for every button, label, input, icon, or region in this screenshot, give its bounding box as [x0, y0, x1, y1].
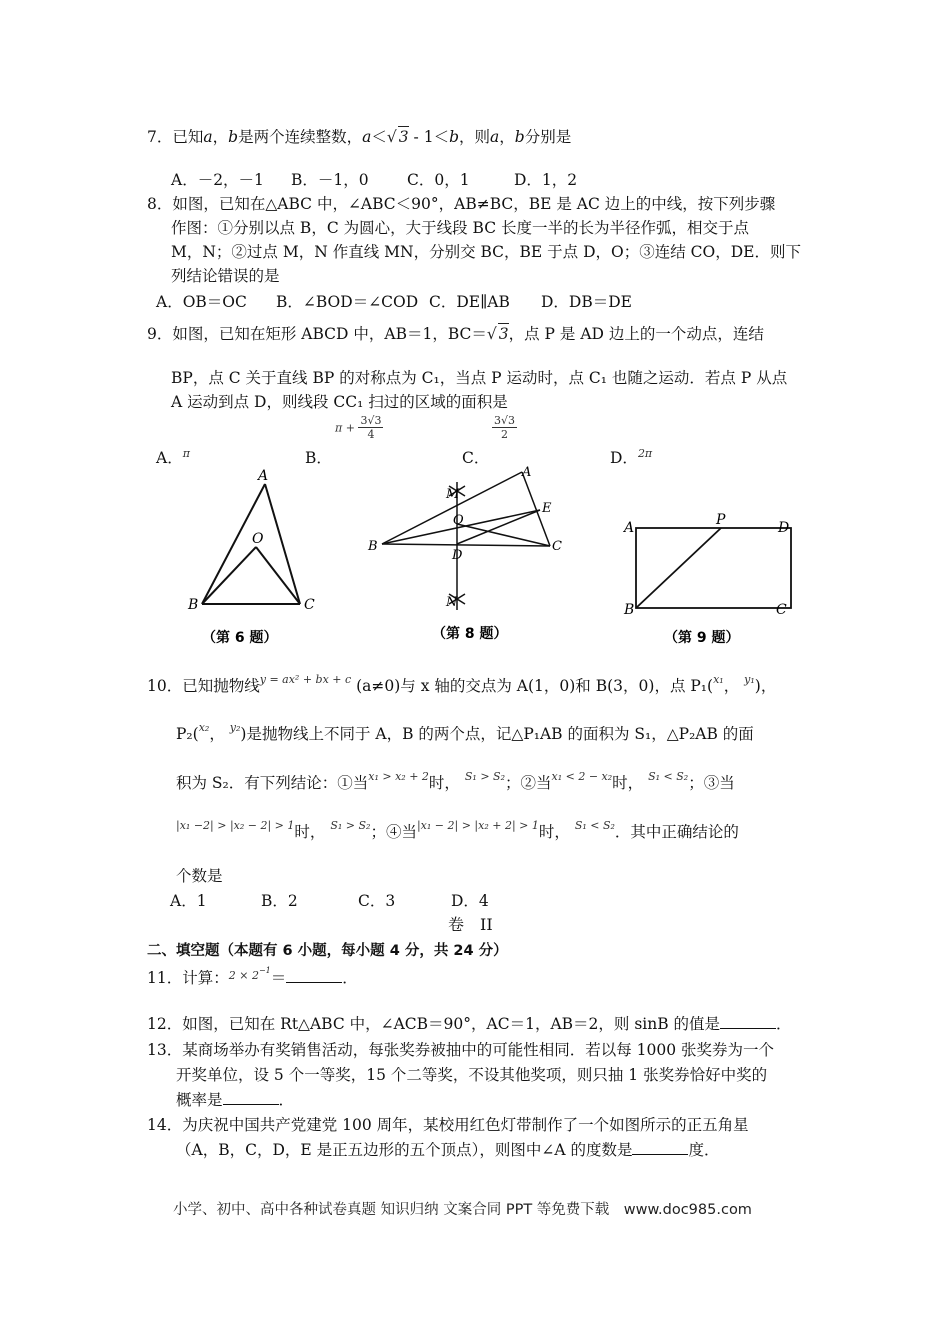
q10-option-d: D．4 [451, 892, 489, 910]
q10-option-c: C．3 [358, 892, 396, 910]
q8-line-1: 8．如图，已知在△ABC 中，∠ABC＜90°，AB≠BC，BE 是 AC 边上的中线，按下列步骤 [147, 195, 776, 213]
q14-line-1: 14．为庆祝中国共产党建党 100 周年，某校用红色灯带制作了一个如图所示的正五角星 [147, 1116, 749, 1134]
q9-line-2: BP，点 C 关于直线 BP 的对称点为 C₁，当点 P 运动时，点 C₁ 也随之运动．若点 P 从点 [171, 369, 788, 387]
q8-line-2: 作图：①分别以点 B，C 为圆心，大于线段 BC 长度一半的长为半径作弧，相交于点 [171, 219, 749, 237]
figure-9 [618, 462, 798, 652]
fig9-label-b: B [624, 602, 635, 618]
q13-line-3: 概率是 ． [176, 1091, 295, 1109]
fig8-label-o: O [453, 513, 464, 528]
q8-line-4: 列结论错误的是 [171, 267, 280, 285]
fig8-label-c: C [552, 539, 562, 554]
q13-line-1: 13．某商场举办有奖销售活动，每张奖券被抽中的可能性相同．若以每 1000 张奖券为一个 [147, 1041, 775, 1059]
fig9-label-c: C [776, 602, 787, 618]
fig6-label-b: B [188, 597, 199, 613]
fig8-label-m: M [446, 487, 460, 502]
q10-line-5: 个数是 [176, 867, 223, 885]
q8-option-c: C．DE∥AB [429, 293, 510, 311]
q9-option-d: D．$^{2\pi}$ [610, 447, 653, 467]
fig8-label-a: A [522, 465, 532, 480]
volume-heading: 卷 II [448, 915, 493, 934]
q13-answer-blank[interactable] [223, 1090, 279, 1105]
q13-line-2: 开奖单位，设 5 个一等奖，15 个二等奖，不设其他奖项，则只抽 1 张奖券恰好中奖的 [176, 1066, 768, 1084]
fig9-label-a: A [624, 520, 635, 536]
sqrt3-math: √ 3 [386, 128, 409, 146]
q11-line: 11．计算：$^{2 \times 2-1}$＝ ． [147, 966, 358, 987]
q10-line-1: 10．已知抛物线$^{y = ax^2 + bx + c}$ (a≠0)与 x 轴的交点为 A(1，0)和 B(3，0)，点 P₁($^{x_1}$， $^{y_1}$)， [147, 673, 777, 695]
q14-answer-blank[interactable] [632, 1140, 688, 1155]
q9-line-3: A 运动到点 D，则线段 CC₁ 扫过的区域的面积是 [171, 393, 508, 411]
q14-line-2: （A，B，C，D，E 是正五边形的五个顶点），则图中∠A 的度数是 度． [176, 1141, 720, 1159]
q7-option-b: B．－1，0 [291, 171, 369, 189]
q12-line: 12．如图，已知在 Rt△ABC 中，∠ACB＝90°，AC＝1，AB＝2，则 sinB 的值是 ． [147, 1015, 792, 1033]
fig6-label-c: C [304, 597, 315, 613]
fig8-label-e: E [542, 501, 552, 516]
q8-option-d: D．DB＝DE [541, 293, 632, 311]
section-2-heading: 二、填空题（本题有 6 小题，每小题 4 分，共 24 分） [147, 943, 508, 959]
q10-option-a: A．1 [170, 892, 207, 910]
figure-6 [180, 462, 330, 652]
q8-option-b: B．∠BOD＝∠COD [276, 293, 419, 311]
q9-option-a: A．$^\pi$ [156, 447, 190, 467]
fig8-label-d: D [452, 548, 463, 563]
q10-line-2: P₂($^{x_2}$， $^{y_2}$)是抛物线上不同于 A，B 的两个点，记△P₁AB 的面积为 S₁，△P₂AB 的面 [176, 721, 754, 743]
q12-answer-blank[interactable] [720, 1014, 776, 1029]
q10-line-4: $^{|x_1 -2| > |x_2 - 2| > 1}$时， $^{S_1 > S_2}$；④当$^{|x_1 - 2| > |x_2 + 2| > 1}$时， $^{S_1 < S_2}$．其中正确结论的 [176, 819, 739, 841]
q10-option-b: B．2 [261, 892, 298, 910]
fig8-caption: （第 8 题） [432, 626, 508, 642]
fig9-label-p: P [716, 512, 726, 528]
fig8-label-b: B [368, 539, 378, 554]
q8-option-a: A．OB＝OC [156, 293, 247, 311]
q7-option-c: C．0，1 [407, 171, 470, 189]
figure-8 [362, 462, 582, 652]
fig9-caption: （第 9 题） [664, 630, 740, 646]
fig6-caption: （第 6 题） [202, 630, 278, 646]
q7-option-a: A．－2，－1 [171, 171, 264, 189]
q7-stem: 7．已知a，b是两个连续整数，a＜√ 3 - 1＜b，则a，b分别是 [147, 128, 572, 146]
fig9-label-d: D [778, 520, 790, 536]
page-footer: 小学、初中、高中各种试卷真题 知识归纳 文案合同 PPT 等免费下载 www.doc985.com [173, 1202, 752, 1218]
q10-line-3: 积为 S₂．有下列结论：①当$^{x_1 > x_2 + 2}$时， $^{S_1 > S_2}$；②当$^{x_1 < 2 - x_2}$时， $^{S_1 < S_2}$；③当 [176, 770, 735, 792]
q9-option-b: B． π + $\frac{3√3}{4}$ [305, 414, 382, 467]
fig6-label-a: A [258, 468, 269, 484]
q11-answer-blank[interactable] [286, 968, 342, 983]
fig6-label-o: O [252, 531, 264, 547]
q8-line-3: M，N；②过点 M，N 作直线 MN，分别交 BC，BE 于点 D，O；③连结 CO，DE．则下 [171, 243, 801, 261]
q9-option-c: C． $\frac{3√3}{2}$ [462, 414, 516, 467]
q9-line-1: 9．如图，已知在矩形 ABCD 中，AB＝1，BC＝√ 3，点 P 是 AD 边上的一个动点，连结 [147, 325, 764, 343]
q7-option-d: D．1，2 [514, 171, 578, 189]
fig8-label-n: N [446, 595, 458, 610]
